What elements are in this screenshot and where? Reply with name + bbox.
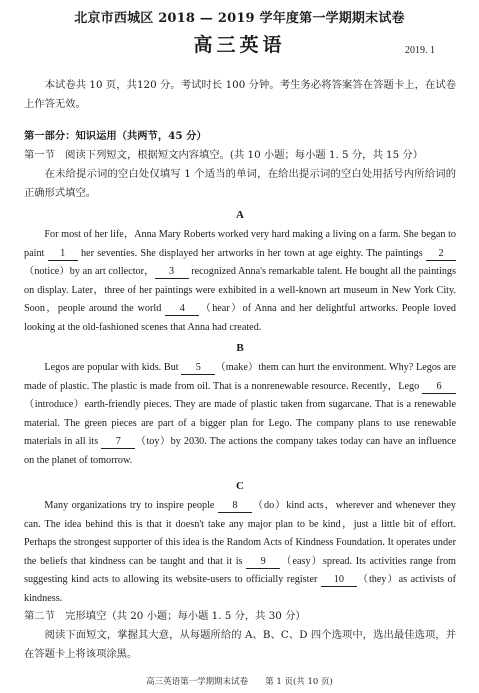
blank-6: 6 <box>422 380 456 394</box>
passage-a-label: A <box>236 209 244 221</box>
passage-b-label: B <box>236 342 244 354</box>
passage-b-text-1: Legos are popular with kids. But <box>44 362 182 373</box>
passage-c-label: C <box>236 480 244 492</box>
blank-7: 7 <box>101 435 135 449</box>
passage-c-text-1: Many organizations try to inspire people <box>44 500 218 511</box>
blank-3: 3 <box>155 265 189 279</box>
exam-title: 北京市西城区 2018 — 2019 学年度第一学期期末试卷 <box>74 11 405 26</box>
passage-b-text-3: （introduce）earth-friendly pieces. They are made of plastic taken from sugarcane. That is a renewable material. The green pieces are part of a bigger plan for Lego. The company plans to use renewable materials in all its <box>24 399 456 448</box>
passage-a-text-1: For most of her life，Anna Mary Roberts worked very hard making a living on a farm. She began to paint <box>24 229 456 259</box>
section2-title: 第二节 完形填空（共 20 小题；每小题 1. 5 分，共 30 分） <box>24 610 306 622</box>
blank-8: 8 <box>218 499 252 513</box>
section1-title: 第一节 阅读下列短文，根据短文内容填空。(共 10 小题；每小题 1. 5 分，共 15 分） <box>24 149 424 161</box>
blank-5: 5 <box>181 361 215 375</box>
passage-b <box>24 359 456 471</box>
blank-4: 4 <box>165 302 199 316</box>
passage-b-text-2: （make）them can hurt the environment. Why? Legos are made of plastic. The plastic is made from oil. That is a nonrenewable resource. Recently，Lego <box>24 362 457 392</box>
exam-date: 2019. 1 <box>405 45 435 56</box>
passage-c <box>24 497 456 609</box>
passage-a-text-5: （hear）of Anna and her delightful artworks. People loved looking at the old-fashioned scenes that Anna had created. <box>24 303 456 333</box>
blank-2: 2 <box>426 247 456 261</box>
passage-c-text-4: （they）as activists of kindness. <box>24 574 456 604</box>
blank-10: 10 <box>321 573 357 587</box>
page-footer: 高三英语第一学期期末试卷 第 1 页(共 10 页) <box>146 677 333 687</box>
passage-c-text-3: （easy）spread. Its activities range from suggesting kind acts to allowing its website-users to officially register <box>24 555 456 586</box>
blank-1: 1 <box>48 247 78 261</box>
section1-instruction: 在未给提示词的空白处仅填写 1 个适当的单词，在给出提示词的空白处用括号内所给词的正确形式填空。 <box>24 168 456 199</box>
passage-a-text-4: recognized Anna's remarkable talent. He bought all the paintings on display. Later，three of her paintings were exhibited in a well-known art museum in New York City. Soon，people around the world <box>24 266 456 315</box>
subject-title: 高三英语 <box>193 34 286 56</box>
part1-heading: 第一部分：知识运用（共两节，45 分） <box>24 130 207 142</box>
section2-instruction: 阅读下面短文，掌握其大意，从每题所给的 A、B、C、D 四个选项中，选出最佳选项，并在答题卡上将该项涂黑。 <box>24 629 456 660</box>
passage-a-text-2: her seventies. She displayed her artworks in her town at age eighty. The paintings <box>77 247 427 259</box>
passage-c-text-2: （do）kind acts，wherever and whenever they can. The idea behind this is that it doesn't take any major plan to be kind，just a little bit of effort. Perhaps the strongest supporter of this idea is the Random Acts of Kindness Foundation. It operates under the beliefs that kindness can be taught and that it is <box>24 500 456 567</box>
passage-b-text-4: （toy）by 2030. The actions the company takes today can have an influence on the planet of tomorrow. <box>24 436 457 466</box>
passage-a-text-3: （notice）by an art collector， <box>24 266 155 278</box>
blank-9: 9 <box>246 555 280 569</box>
intro-text: 本试卷共 10 页，共120 分。考试时长 100 分钟。考生务必将答案答在答题卡上，在试卷上作答无效。 <box>24 79 456 110</box>
passage-a <box>24 226 456 338</box>
